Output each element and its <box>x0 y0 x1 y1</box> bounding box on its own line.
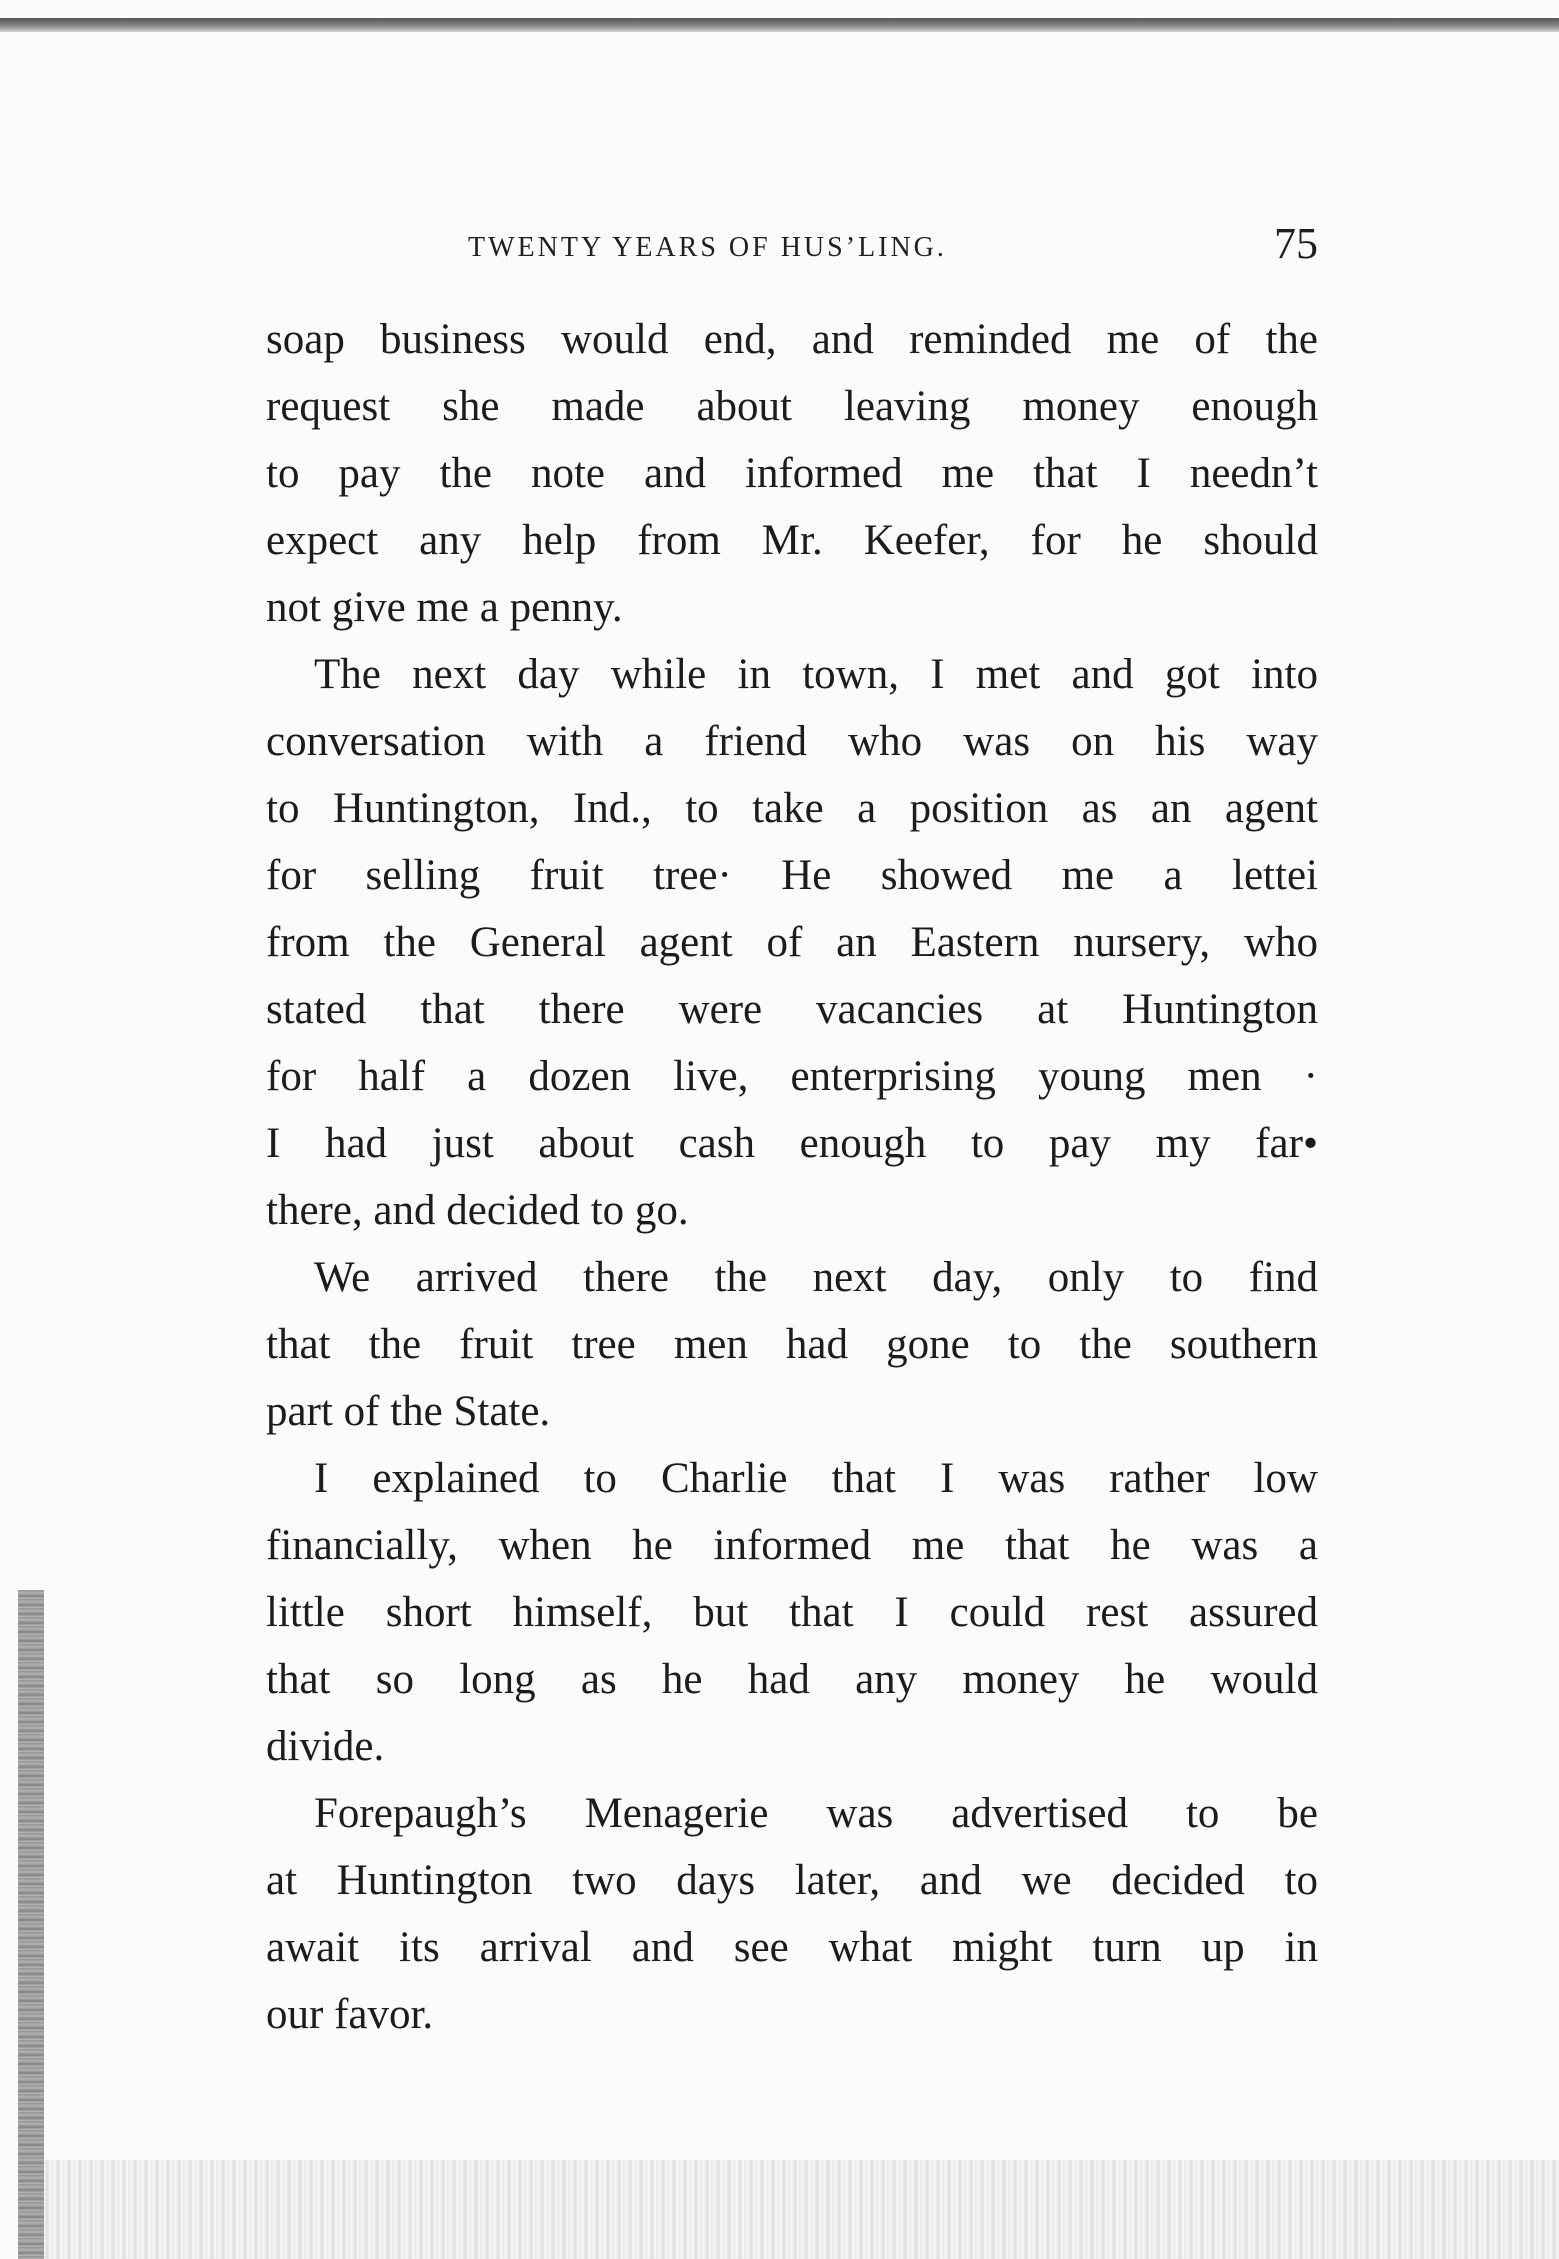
text-line: The next day while in town, I met and got into <box>314 651 1318 698</box>
text-line: part of the State. <box>266 1388 551 1435</box>
paragraph <box>266 306 1318 641</box>
text-line: little short himself, but that I could rest assured <box>266 1589 1318 1636</box>
text-line: from the General agent of an Eastern nursery, who <box>266 919 1318 966</box>
text-line: I had just about cash enough to pay my far• <box>266 1120 1318 1167</box>
text-line: stated that there were vacancies at Huntington <box>266 986 1318 1033</box>
text-line: financially, when he informed me that he was a <box>266 1522 1318 1569</box>
text-line: not give me a penny. <box>266 584 623 631</box>
paragraph <box>266 1780 1318 2048</box>
running-title: TWENTY YEARS OF HUS’LING. <box>468 232 947 263</box>
text-line: to pay the note and informed me that I needn’t <box>266 450 1318 497</box>
text-line: for selling fruit tree· He showed me a lettei <box>266 852 1318 899</box>
text-line: conversation with a friend who was on his way <box>266 718 1318 765</box>
text-line: our favor. <box>266 1991 434 2038</box>
text-line: at Huntington two days later, and we decided to <box>266 1857 1318 1904</box>
text-line: for half a dozen live, enterprising young men · <box>266 1053 1318 1100</box>
scan-edge-top <box>0 18 1559 32</box>
body-text <box>266 306 1318 2048</box>
paragraph <box>266 1244 1318 1445</box>
text-line: Forepaugh’s Menagerie was advertised to be <box>314 1790 1318 1837</box>
scan-edge-left <box>18 1590 44 2259</box>
text-line: We arrived there the next day, only to find <box>314 1254 1318 1301</box>
text-line: that so long as he had any money he would <box>266 1656 1318 1703</box>
text-line: to Huntington, Ind., to take a position as an agent <box>266 785 1318 832</box>
scan-noise-bottom <box>40 2160 1559 2259</box>
text-line: soap business would end, and reminded me of the <box>266 316 1318 363</box>
paragraph <box>266 1445 1318 1780</box>
text-line: divide. <box>266 1723 385 1770</box>
page-header <box>268 218 1318 278</box>
text-line: there, and decided to go. <box>266 1187 689 1234</box>
text-line: await its arrival and see what might turn up in <box>266 1924 1318 1971</box>
text-line: I explained to Charlie that I was rather low <box>314 1455 1318 1502</box>
text-line: request she made about leaving money enough <box>266 383 1318 430</box>
text-line: that the fruit tree men had gone to the southern <box>266 1321 1318 1368</box>
page-number: 75 <box>1274 219 1318 268</box>
paragraph <box>266 641 1318 1244</box>
text-line: expect any help from Mr. Keefer, for he should <box>266 517 1318 564</box>
